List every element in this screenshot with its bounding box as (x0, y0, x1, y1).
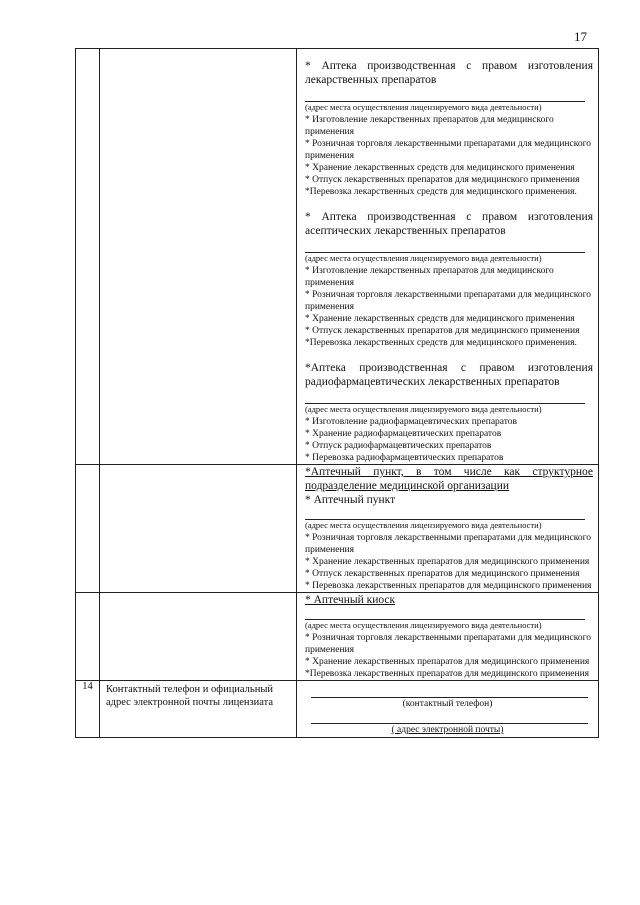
email-caption: ( адрес электронной почты) (391, 725, 504, 735)
address-field[interactable] (305, 389, 585, 404)
activity-item: * Розничная торговля лекарственными препаратами для медицинского применения (305, 139, 592, 161)
activity-item: * Хранение радиофармацевтических препаратов (305, 429, 502, 439)
activity-item: *Перевозка лекарственных средств для медицинского применения. (305, 338, 577, 348)
activity-item: * Отпуск лекарственных препаратов для медицинского применения (305, 326, 580, 336)
activity-item: * Отпуск лекарственных препаратов для медицинского применения (305, 569, 580, 579)
row-number-cell (76, 49, 100, 465)
activity-title: * Аптека производственная с правом изготовления асептических лекарственных препаратов (305, 211, 593, 237)
activity-item: * Хранение лекарственных средств для медицинского применения (305, 163, 575, 173)
activity-item: * Изготовление радиофармацевтических препаратов (305, 417, 518, 427)
activity-block (305, 59, 593, 198)
activity-subtitle: * Аптечный пункт (305, 494, 396, 506)
activities-cell (297, 593, 599, 681)
row-label-cell (100, 465, 297, 593)
address-caption: (адрес места осуществления лицензируемого вида деятельности) (305, 253, 542, 263)
activity-item: * Перевозка радиофармацевтических препаратов (305, 453, 504, 463)
activity-item: * Отпуск лекарственных препаратов для медицинского применения (305, 175, 580, 185)
address-field[interactable] (305, 87, 585, 102)
activity-item: * Перевозка лекарственных препаратов для медицинского применения (305, 581, 592, 591)
activity-title: * Аптека производственная с правом изготовления лекарственных препаратов (305, 60, 593, 86)
activity-title: * Аптечный киоск (305, 594, 396, 606)
address-field[interactable] (305, 507, 585, 520)
license-form-table (75, 48, 599, 738)
row-number-cell (76, 465, 100, 593)
address-caption: (адрес места осуществления лицензируемого вида деятельности) (305, 520, 542, 530)
activity-block (305, 361, 593, 464)
address-caption: (адрес места осуществления лицензируемого вида деятельности) (305, 102, 542, 112)
row-label-cell (100, 49, 297, 465)
email-field[interactable] (311, 713, 588, 724)
address-caption: (адрес места осуществления лицензируемого вида деятельности) (305, 620, 542, 630)
activity-title: *Аптечный пункт, в том числе как структурное подразделение медицинской организации (305, 466, 593, 492)
phone-field[interactable] (311, 687, 588, 698)
address-field[interactable] (305, 607, 585, 620)
activity-item: * Розничная торговля лекарственными препаратами для медицинского применения (305, 633, 592, 655)
row-number: 14 (76, 681, 100, 738)
activities-cell (297, 465, 599, 593)
table-row (76, 681, 599, 738)
activity-block (305, 210, 593, 349)
activity-item: * Хранение лекарственных препаратов для медицинского применения (305, 557, 590, 567)
table-row (76, 593, 599, 681)
activity-item: * Хранение лекарственных средств для медицинского применения (305, 314, 575, 324)
row-label-cell (100, 593, 297, 681)
activity-title: *Аптека производственная с правом изготовления радиофармацевтических лекарственных препаратов (305, 362, 593, 388)
activity-item: * Хранение лекарственных препаратов для медицинского применения (305, 657, 590, 667)
activities-cell (297, 49, 599, 465)
address-field[interactable] (305, 238, 585, 253)
activity-item: * Изготовление лекарственных препаратов для медицинского применения (305, 115, 554, 137)
table-row (76, 49, 599, 465)
row-number-cell (76, 593, 100, 681)
activity-item: *Перевозка лекарственных препаратов для медицинского применения (305, 669, 590, 679)
activity-item: * Розничная торговля лекарственными препаратами для медицинского применения (305, 290, 592, 312)
contact-fields-cell (297, 681, 599, 738)
activity-item: * Розничная торговля лекарственными препаратами для медицинского применения (305, 533, 592, 555)
page-number: 17 (574, 29, 587, 44)
row-label-cell (100, 681, 297, 738)
activity-item: * Изготовление лекарственных препаратов для медицинского применения (305, 266, 554, 288)
phone-caption: (контактный телефон) (402, 699, 493, 709)
address-caption: (адрес места осуществления лицензируемого вида деятельности) (305, 404, 542, 414)
activity-item: *Перевозка лекарственных средств для медицинского применения. (305, 187, 577, 197)
contact-label: Контактный телефон и официальный адрес электронной почты лицензиата (106, 684, 274, 708)
table-row (76, 465, 599, 593)
activity-item: * Отпуск радиофармацевтических препаратов (305, 441, 492, 451)
